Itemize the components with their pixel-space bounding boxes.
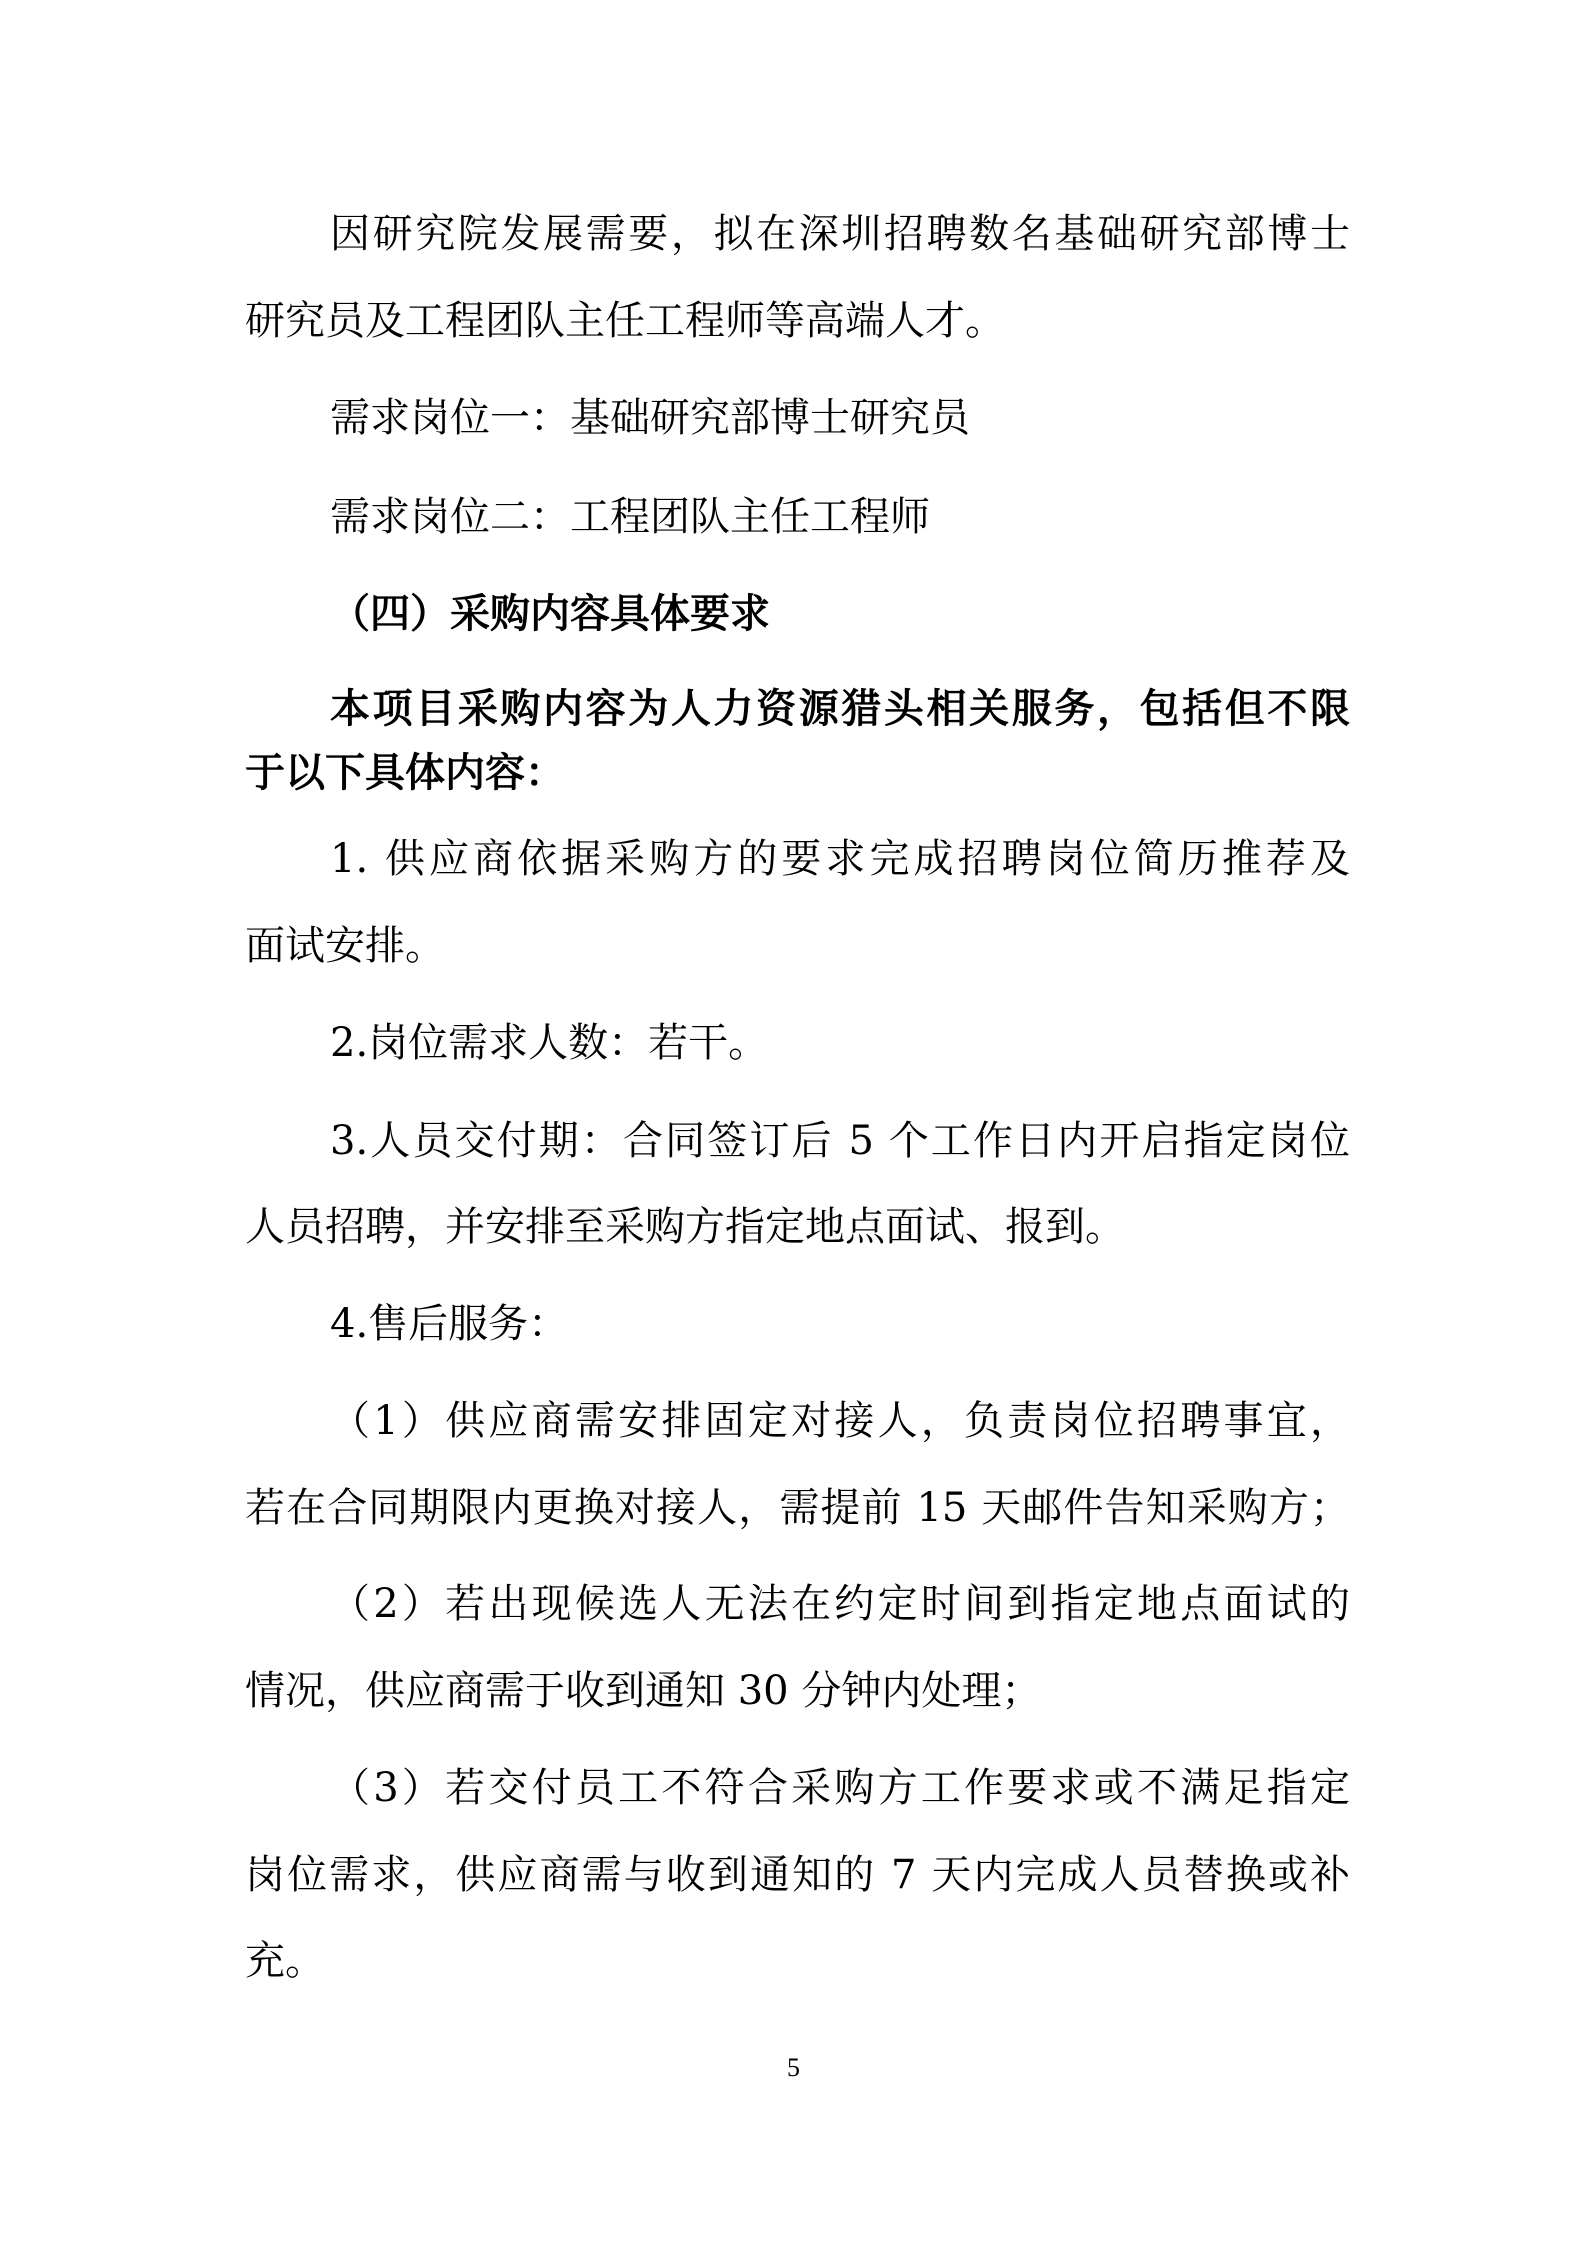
section-heading: （四）采购内容具体要求 [330, 590, 770, 637]
section-intro-line-2: 于以下具体内容： [245, 749, 565, 796]
item-4-line: 4.售后服务： [330, 1301, 569, 1347]
sub-item-2-line-1: （2）若出现候选人无法在约定时间到指定地点面试的 [330, 1581, 1350, 1627]
item-1-line-2: 面试安排。 [245, 923, 445, 969]
intro-line-2: 研究员及工程团队主任工程师等高端人才。 [245, 298, 1005, 344]
page-number: 5 [787, 2053, 800, 2082]
sub-item-3-line-3: 充。 [245, 1938, 325, 1984]
item-1-line-1: 1. 供应商依据采购方的要求完成招聘岗位简历推荐及 [330, 836, 1350, 882]
sub-item-1-line-1: （1）供应商需安排固定对接人，负责岗位招聘事宜， [330, 1398, 1350, 1444]
position-1-line: 需求岗位一：基础研究部博士研究员 [330, 395, 970, 441]
item-3-line-1: 3.人员交付期：合同签订后 5 个工作日内开启指定岗位 [330, 1118, 1350, 1164]
position-2-line: 需求岗位二：工程团队主任工程师 [330, 494, 930, 540]
item-2-line: 2.岗位需求人数：若干。 [330, 1020, 769, 1066]
section-intro-line-1: 本项目采购内容为人力资源猎头相关服务，包括但不限 [330, 685, 1350, 732]
intro-line-1: 因研究院发展需要，拟在深圳招聘数名基础研究部博士 [330, 211, 1350, 257]
sub-item-3-line-2: 岗位需求，供应商需与收到通知的 7 天内完成人员替换或补 [245, 1852, 1350, 1898]
sub-item-1-line-2: 若在合同期限内更换对接人，需提前 15 天邮件告知采购方； [245, 1485, 1350, 1531]
sub-item-2-line-2: 情况，供应商需于收到通知 30 分钟内处理； [245, 1668, 1042, 1714]
sub-item-3-line-1: （3）若交付员工不符合采购方工作要求或不满足指定 [330, 1765, 1350, 1811]
item-3-line-2: 人员招聘，并安排至采购方指定地点面试、报到。 [245, 1204, 1125, 1250]
